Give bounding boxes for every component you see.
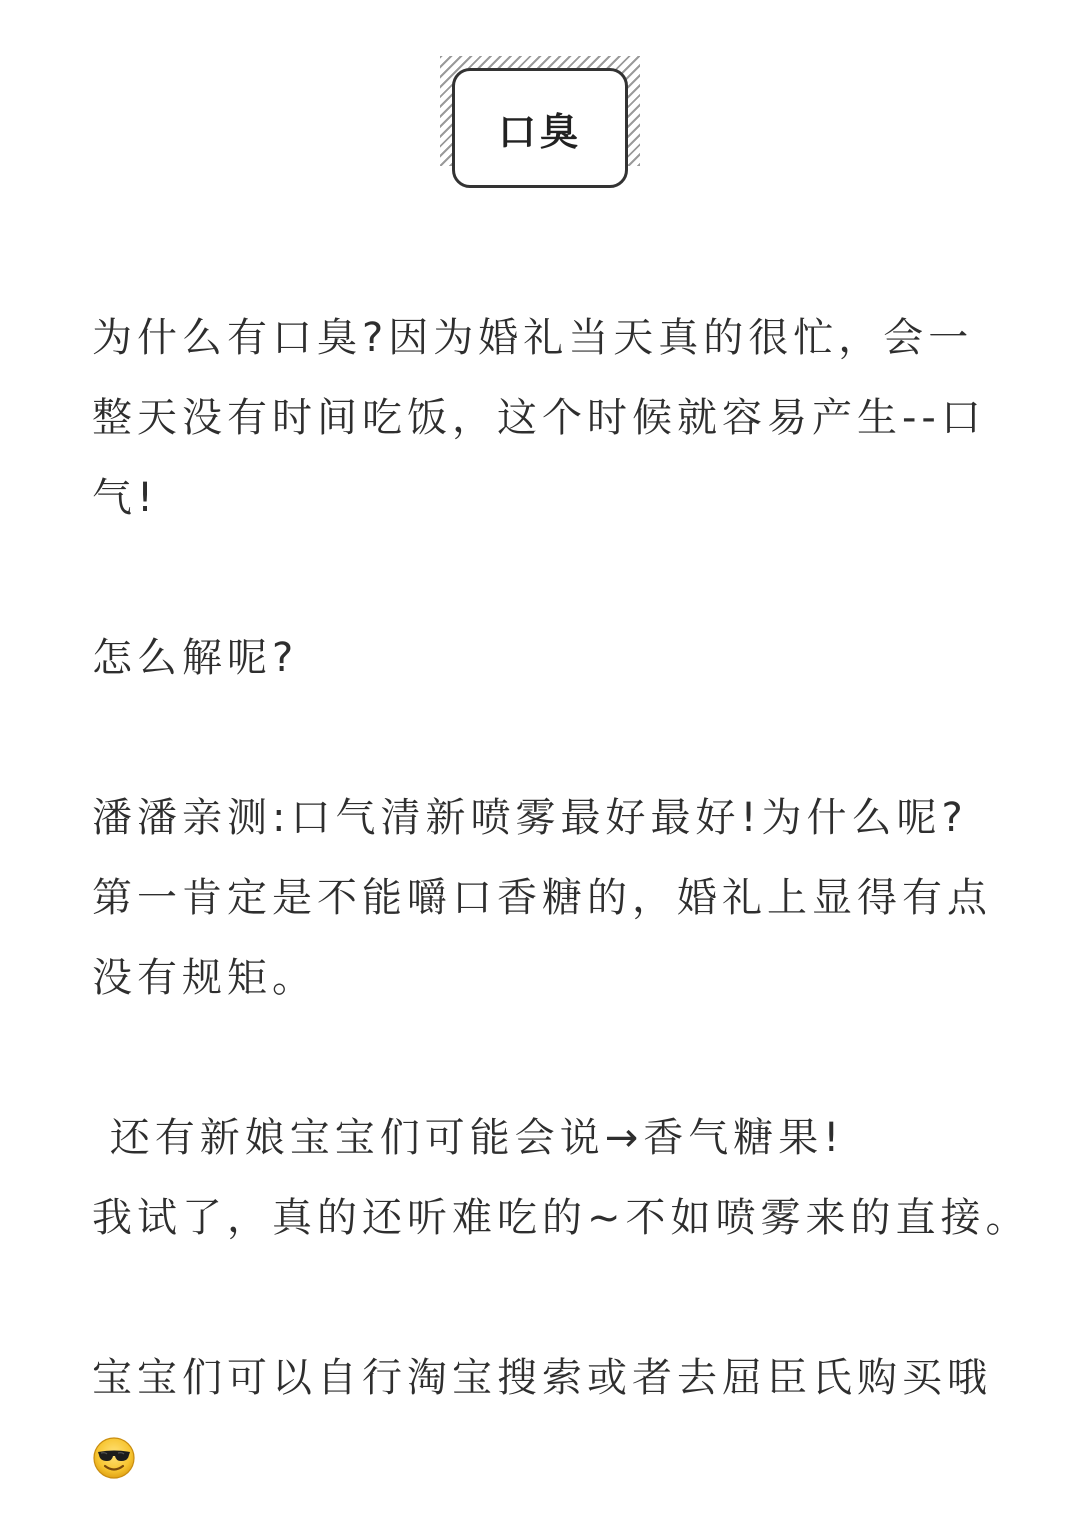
paragraph-how-to-solve bbox=[92, 618, 992, 698]
paragraph-candy bbox=[92, 1098, 1031, 1258]
paragraph-gap bbox=[92, 698, 992, 778]
paragraph-line: 没有规矩。 bbox=[92, 955, 317, 1001]
paragraph-line: 为什么有口臭?因为婚礼当天真的很忙，会一 bbox=[92, 315, 974, 361]
paragraph-line: 第一肯定是不能嚼口香糖的，婚礼上显得有点 bbox=[92, 875, 992, 921]
paragraph-line: 潘潘亲测:口气清新喷雾最好最好!为什么呢? bbox=[92, 795, 968, 841]
paragraph-line: 我试了，真的还听难吃的~不如喷雾来的直接。 bbox=[92, 1195, 1031, 1241]
cool-sunglasses-emoji-icon bbox=[92, 1436, 136, 1480]
paragraph-line: 气! bbox=[92, 475, 159, 521]
paragraph-gap bbox=[92, 1258, 992, 1338]
paragraph-gap bbox=[92, 1018, 992, 1098]
page-title: 口臭 bbox=[497, 109, 582, 154]
title-box bbox=[452, 68, 628, 188]
paragraph-why-bad-breath bbox=[92, 298, 992, 538]
paragraph-gap bbox=[92, 538, 992, 618]
article-body bbox=[92, 298, 1031, 1418]
paragraph-personal-test bbox=[92, 778, 992, 1018]
title-badge bbox=[440, 56, 640, 196]
paragraph-where-to-buy bbox=[92, 1338, 992, 1418]
paragraph-line: 整天没有时间吃饭，这个时候就容易产生--口 bbox=[92, 395, 986, 441]
paragraph-line: 宝宝们可以自行淘宝搜索或者去屈臣氏购买哦 bbox=[92, 1355, 992, 1401]
paragraph-line: 怎么解呢? bbox=[92, 635, 299, 681]
paragraph-line: 还有新娘宝宝们可能会说→香气糖果! bbox=[92, 1115, 845, 1161]
